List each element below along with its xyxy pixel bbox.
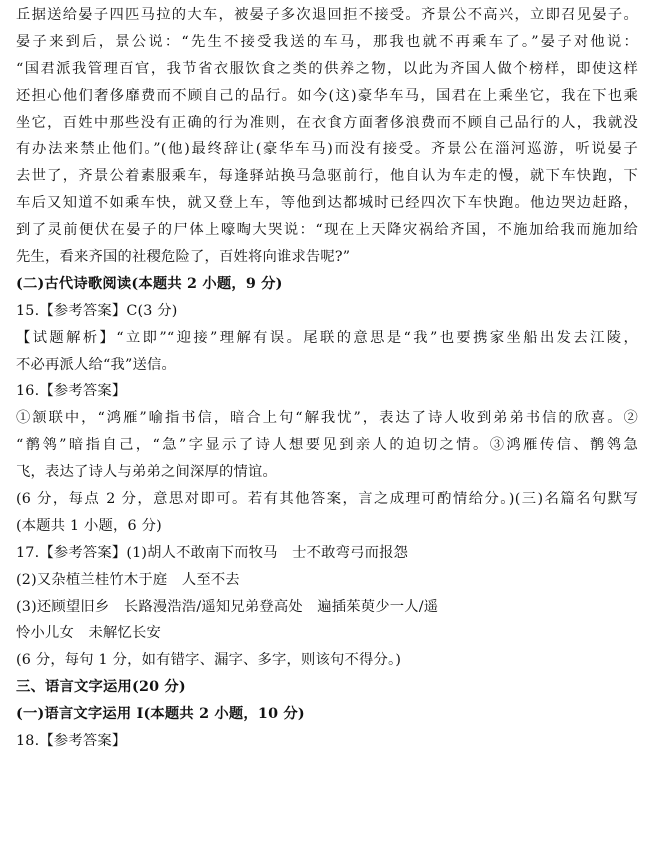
- text-line: 先生，看来齐国的社稷危险了，百姓将向谁求告呢?”: [16, 249, 351, 266]
- text-line: 坐它，百姓中那些没有正确的行为准则，在衣食方面奢侈浪费而不顾自己品行的人，我就没: [16, 114, 638, 131]
- section-note: (本题共 1 小题，6 分): [16, 517, 162, 534]
- section-heading: 三、语言文字运用(20 分): [16, 679, 186, 696]
- text-line: 还担心他们奢侈靡费而不顾自己的品行。如今(这)豪华车马，国君在上乘坐它，我在下也乘: [16, 87, 638, 104]
- answer-line: 15.【参考答案】C(3 分): [16, 302, 178, 319]
- text-line: 车后又知道不如乘车快，就又登上车，等他到达都城时已经四次下车快跑。他边哭边赶路，: [16, 195, 638, 212]
- text-line: 晏子来到后，景公说：“先生不接受我送的车马，那我也就不再乘车了。”晏子对他说：: [16, 33, 638, 50]
- text-line: “国君派我管理百官，我节省衣服饮食之类的供养之物，以此为齐国人做个榜样，即使这样: [16, 60, 638, 77]
- scoring-note: (6 分，每句 1 分，如有错字、漏字、多字，则该句不得分。): [16, 652, 402, 669]
- text-line: 丘据送给晏子四匹马拉的大车，被晏子多次退回拒不接受。齐景公不高兴，立即召见晏子。: [16, 7, 638, 23]
- answer-line: 怜小儿女 未解忆长安: [16, 625, 161, 642]
- section-heading: (一)语言文字运用 I(本题共 2 小题，10 分): [16, 706, 305, 723]
- analysis-line: 【试题解析】“立即”“迎接”理解有误。尾联的意思是“我”也要携家坐船出发去江陵，: [16, 329, 638, 346]
- answer-line: “鹡鸰”暗指自己，“急”字显示了诗人想要见到亲人的迫切之情。③鸿雁传信、鹡鸰急: [16, 437, 638, 454]
- text-line: 有办法来禁止他们。”(他)最终辞让(豪华车马)而没有接受。齐景公在淄河巡游，听说晏子: [16, 141, 638, 158]
- answer-line: 飞，表达了诗人与弟弟之间深厚的情谊。: [16, 464, 277, 481]
- section-heading: (二)古代诗歌阅读(本题共 2 小题，9 分): [16, 275, 283, 292]
- answer-line: 16.【参考答案】: [16, 383, 127, 400]
- answer-line: (2)又杂植兰桂竹木于庭 人至不去: [16, 571, 240, 588]
- answer-line: ①颔联中，“鸿雁”喻指书信，暗合上句“解我忧”，表达了诗人收到弟弟书信的欣喜。②: [16, 410, 638, 427]
- scoring-note: (6 分，每点 2 分，意思对即可。若有其他答案，言之成理可酌情给分。)(三)名篇名句默写: [16, 491, 638, 508]
- analysis-line: 不必再派人给“我”送信。: [16, 356, 176, 373]
- text-line: 去世了，齐景公着素服乘车，每逢驿站换马急驱前行，他自认为车走的慢，就下车快跑，下: [16, 168, 638, 185]
- answer-line: 18.【参考答案】: [16, 733, 127, 750]
- answer-line: (3)还顾望旧乡 长路漫浩浩/遥知兄弟登高处 遍插茱萸少一人/遥: [16, 598, 439, 615]
- text-line: 到了灵前便伏在晏子的尸体上嚎啕大哭说：“现在上天降灾祸给齐国，不施加给我而施加给: [16, 222, 638, 239]
- answer-line: 17.【参考答案】(1)胡人不敢南下而牧马 士不敢弯弓而报怨: [16, 544, 409, 561]
